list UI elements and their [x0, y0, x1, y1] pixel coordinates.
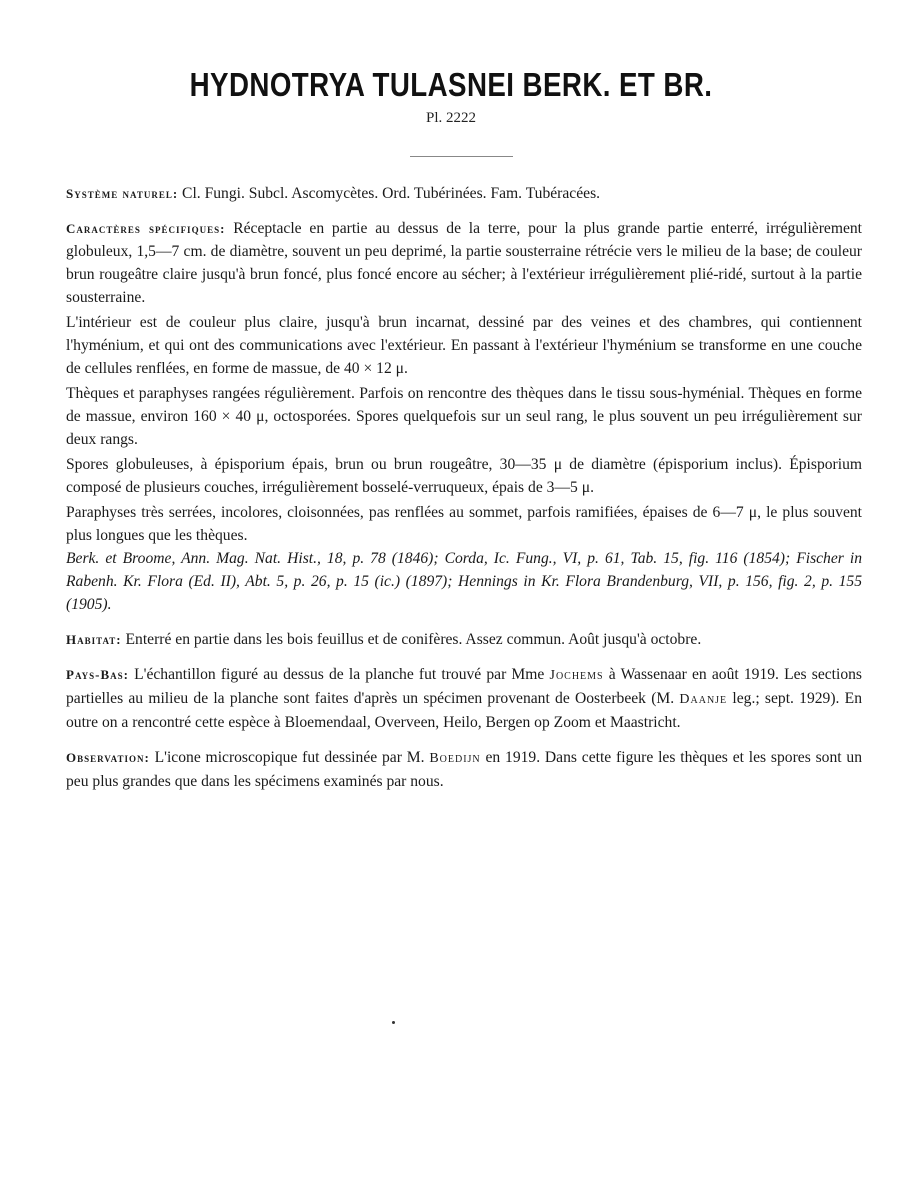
caracteres-text: Réceptacle en partie au dessus de la terre, pour la plus grande partie enterré, irrégulièrement globuleux, 1,5—7 cm. de diamètre, souvent un peu deprimé, la partie sousterraine rétrécie vers le milieu de la base; de couleur brun rougeâtre claire jusqu'à brun foncé, plus foncé encore au sécher; à l'extérieur irrégulièrement plié-ridé, surtout à la partie sousterraine. [66, 220, 862, 306]
citations-paragraph: Berk. et Broome, Ann. Mag. Nat. Hist., 18, p. 78 (1846); Corda, Ic. Fung., VI, p. 61, Tab. 15, fig. 116 (1854); Fischer in Rabenh. Kr. Flora (Ed. II), Abt. 5, p. 26, p. 15 (ic.) (1897); Hennings in Kr. Flora Brandenburg, VII, p. 156, fig. 2, p. 155 (1905). [66, 550, 862, 613]
pays-bas-text-a: L'échantillon figuré au dessus de la planche fut trouvé par Mme [128, 666, 550, 683]
caracteres-paragraph [66, 217, 862, 309]
pays-bas-text-b: à Wassenaar en août 1919. Les sections partielles au milieu de la planche sont faites d'après un spécimen provenant de Oosterbeek (M. [66, 666, 863, 707]
observation-text-a: L'icone microscopique fut dessinée par M. [149, 749, 430, 766]
description-body [66, 182, 862, 793]
theques-paragraph: Thèques et paraphyses rangées régulièrement. Parfois on rencontre des thèques dans le tissu sous-hyménial. Thèques en forme de massue, environ 160 × 40 μ, octosporées. Spores quelquefois sur un seul rang, le plus souvent un peu irrégulièrement sur deux rangs. [66, 385, 862, 448]
observation-label: Observation: [66, 750, 150, 765]
collector-name-jochems: Jochems [549, 668, 604, 683]
caracteres-label: Caractères spécifiques: [66, 221, 226, 236]
systeme-naturel-paragraph [66, 182, 862, 205]
interieur-paragraph: L'intérieur est de couleur plus claire, jusqu'à brun incarnat, dessiné par des veines et des chambres, qui contiennent l'hyménium, et qui ont des communications avec l'extérieur. En passant à l'extérieur l'hyménium se transforme en une couche de cellules renflées, en forme de massue, de 40 × 12 μ. [66, 314, 862, 377]
collector-name-daanje: Daanje [679, 692, 728, 707]
habitat-paragraph [66, 628, 862, 651]
plate-number: Pl. 2222 [425, 110, 476, 126]
observation-paragraph [66, 746, 862, 793]
habitat-label: Habitat: [66, 632, 122, 647]
paraphyses-paragraph: Paraphyses très serrées, incolores, cloisonnées, pas renflées au sommet, parfois ramifiées, épaises de 6—7 μ, le plus souvent plus longues que les thèques. [66, 504, 862, 544]
pays-bas-text-c: leg.; sept. 1929). En outre on a rencontré cette espèce à Bloemendaal, Overveen, Heilo, Bergen op Zoom et Maastricht. [66, 690, 862, 731]
spores-paragraph: Spores globuleuses, à épisporium épais, brun ou brun rougeâtre, 30—35 μ de diamètre (épisporium inclus). Épisporium composé de plusieurs couches, irrégulièrement bosselé-verruqueux, épais de 3—5 μ. [66, 456, 862, 496]
title-divider [410, 156, 513, 157]
systeme-naturel-label: Système naturel: [66, 186, 179, 201]
pays-bas-label: Pays-Bas: [66, 667, 129, 682]
page-title: HYDNOTRYA TULASNEI BERK. ET BR. [189, 66, 713, 103]
page-speck [392, 1021, 395, 1024]
systeme-naturel-text: Cl. Fungi. Subcl. Ascomycètes. Ord. Tubérinées. Fam. Tubéracées. [178, 185, 601, 202]
illustrator-name-boedijn: Boedijn [429, 751, 481, 766]
observation-text-b: en 1919. Dans cette figure les thèques et les spores sont un peu plus grandes que dans les spécimens examinés par nous. [66, 749, 862, 790]
habitat-text: Enterré en partie dans les bois feuillus et de conifères. Assez commun. Août jusqu'à octobre. [121, 631, 702, 648]
pays-bas-paragraph [66, 663, 862, 734]
